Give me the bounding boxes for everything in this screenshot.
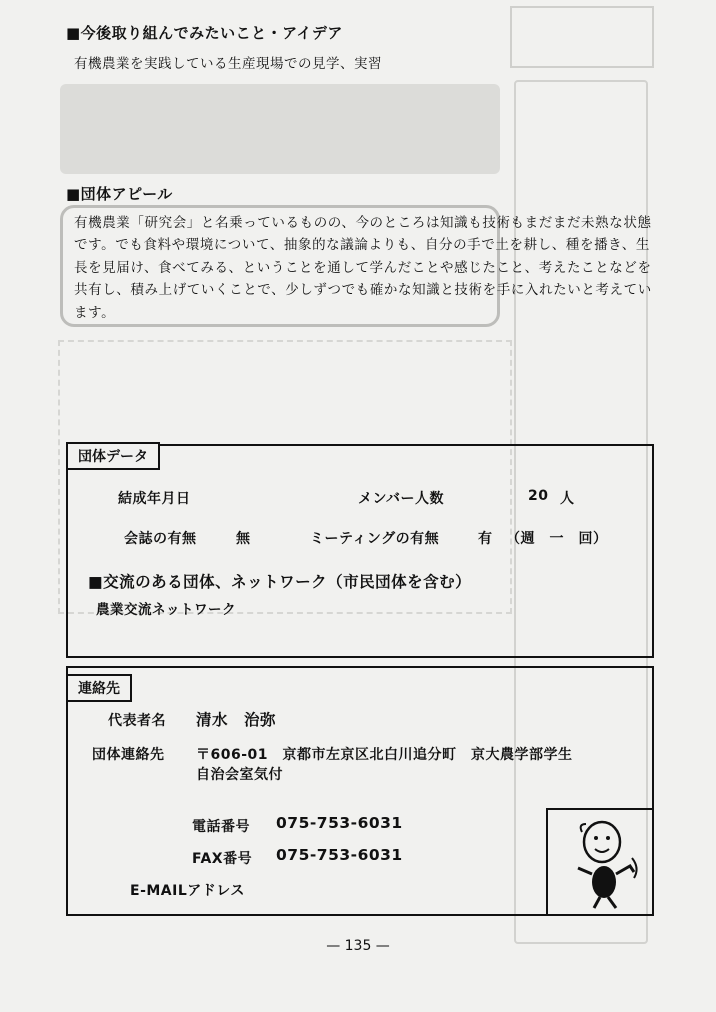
- ideas-heading: ■今後取り組んでみたいこと・アイデア: [66, 24, 343, 42]
- address-label: 団体連絡先: [92, 747, 165, 763]
- mascot-illustration: [560, 818, 650, 912]
- fax-label: FAX番号: [192, 851, 253, 867]
- bulletin-label: 会誌の有無: [124, 531, 197, 547]
- members-label: メンバー人数: [358, 491, 445, 507]
- email-label: E-MAILアドレス: [130, 883, 245, 899]
- group-data-tab: 団体データ: [66, 442, 160, 470]
- appeal-heading: ■団体アピール: [66, 185, 173, 203]
- appeal-text: 有機農業「研究会」と名乗っているものの、今のところは知識も技術もまだまだ未熟な状態です。でも食料や環境について、抽象的な議論よりも、自分の手で土を耕し、種を播き、生長を見届け、食べてみる、ということを通して学んだことや感じたこと、考えたことなどを共有し、積み上げていくことで、少しずつでも確かな知識と技術を手に入れたいと考えています。: [74, 215, 652, 321]
- phone-label: 電話番号: [192, 819, 250, 835]
- fax-value: 075-753-6031: [276, 846, 403, 864]
- members-value: 20: [528, 488, 549, 504]
- phone-value: 075-753-6031: [276, 814, 403, 832]
- ghost-top-box: [510, 6, 654, 68]
- address-line-1: 〒606-01 京都市左京区北白川追分町 京大農学部学生: [196, 747, 573, 763]
- founded-label: 結成年月日: [118, 491, 191, 507]
- bulletin-value: 無: [236, 531, 251, 547]
- meeting-value: 有: [478, 531, 493, 547]
- meeting-frequency: （週 一 回）: [506, 531, 608, 547]
- members-unit: 人: [560, 491, 575, 507]
- address-line-2: 自治会室気付: [196, 767, 283, 783]
- page-number: — 135 —: [326, 938, 390, 954]
- representative-value: 清水 治弥: [196, 711, 277, 729]
- ideas-text: 有機農業を実践している生産現場での見学、実習: [74, 56, 382, 72]
- network-heading: ■交流のある団体、ネットワーク（市民団体を含む）: [88, 573, 472, 591]
- network-value: 農業交流ネットワーク: [96, 602, 236, 618]
- representative-label: 代表者名: [108, 713, 166, 729]
- group-data-box: [66, 444, 654, 658]
- meeting-label: ミーティングの有無: [310, 531, 440, 547]
- ghost-banner: [60, 84, 500, 174]
- contact-tab: 連絡先: [66, 674, 132, 702]
